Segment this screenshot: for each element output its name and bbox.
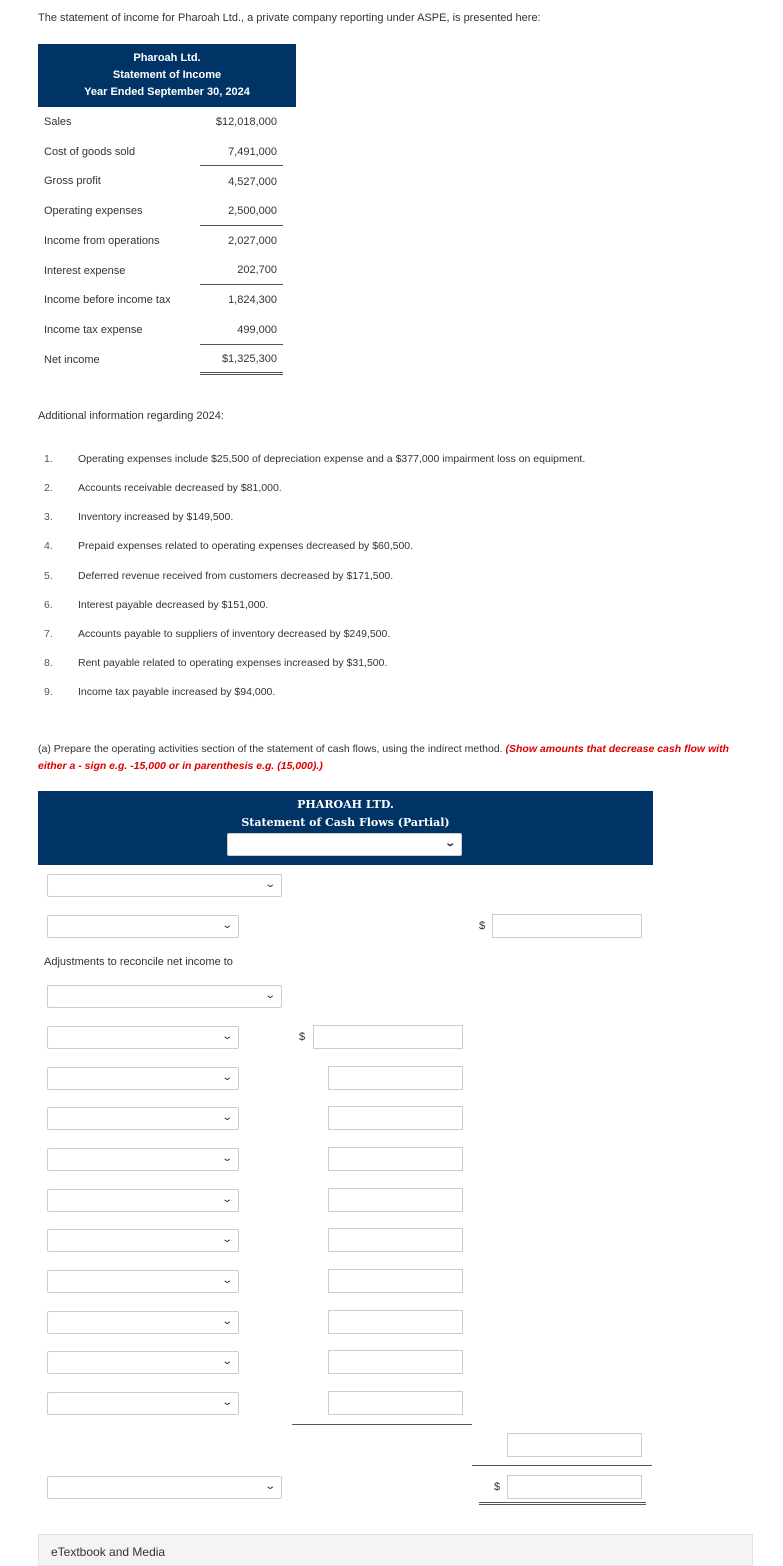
chevron-down-icon: ⌄ [220, 1194, 233, 1205]
chevron-down-icon: ⌄ [263, 1481, 276, 1492]
chevron-down-icon: ⌄ [220, 920, 233, 931]
adjustment-item-dropdown[interactable] [47, 1229, 239, 1252]
adjustment-item-dropdown[interactable] [47, 1148, 239, 1171]
note-number: 3. [44, 511, 53, 523]
double-underline [200, 372, 283, 373]
note-number: 1. [44, 453, 53, 465]
double-underline [479, 1504, 646, 1505]
note-text: Rent payable related to operating expenses increased by $31,500. [78, 657, 388, 669]
adjustment-amount-input[interactable] [328, 1391, 463, 1415]
net-cash-dropdown[interactable] [47, 1476, 282, 1499]
note-text: Interest payable decreased by $151,000. [78, 599, 269, 611]
is-row-label: Income from operations [44, 235, 160, 247]
cash-flow-header [38, 791, 653, 865]
net-income-dropdown[interactable] [47, 915, 239, 938]
is-row-label: Gross profit [44, 175, 101, 187]
note-text: Prepaid expenses related to operating expenses decreased by $60,500. [78, 540, 414, 552]
adjustment-amount-input[interactable] [328, 1350, 463, 1374]
is-row-value: 1,824,300 [228, 294, 277, 306]
is-row-value: $1,325,300 [221, 353, 277, 365]
chevron-down-icon: ⌄ [220, 1112, 233, 1123]
intro-text: The statement of income for Pharoah Ltd., a private company reporting under ASPE, is presented here: [38, 12, 541, 24]
adjustment-item-dropdown[interactable] [47, 1026, 239, 1049]
income-statement-title: Statement of Income [112, 69, 222, 81]
divider [200, 284, 283, 285]
dollar-sign: $ [299, 1031, 306, 1043]
adjustments-label: Adjustments to reconcile net income to [44, 956, 233, 968]
adjustment-amount-input[interactable] [328, 1269, 463, 1293]
is-row-label: Income tax expense [44, 324, 143, 336]
adjustment-item-dropdown[interactable] [47, 1392, 239, 1415]
chevron-down-icon: ⌄ [220, 1397, 233, 1408]
adjustment-item-dropdown[interactable] [47, 1311, 239, 1334]
adjustment-amount-input[interactable] [328, 1147, 463, 1171]
income-statement-header [38, 44, 296, 107]
adjustments-dropdown[interactable] [47, 985, 282, 1008]
note-number: 9. [44, 686, 53, 698]
cash-flow-company: PHAROAH LTD. [297, 798, 394, 811]
divider [200, 165, 283, 166]
chevron-down-icon: ⌄ [220, 1275, 233, 1286]
note-number: 8. [44, 657, 53, 669]
is-row-value: 4,527,000 [228, 176, 277, 188]
is-row-label: Income before income tax [44, 294, 171, 306]
total-adjustments-input[interactable] [507, 1433, 642, 1457]
adjustment-amount-input[interactable] [328, 1106, 463, 1130]
adjustment-amount-input[interactable] [328, 1066, 463, 1090]
is-row-value: 2,500,000 [228, 205, 277, 217]
adjustment-item-dropdown[interactable] [47, 1351, 239, 1374]
chevron-down-icon: ⌄ [220, 1234, 233, 1245]
chevron-down-icon: ⌄ [220, 1072, 233, 1083]
chevron-down-icon: ⌄ [443, 838, 456, 849]
divider [200, 225, 283, 226]
note-text: Deferred revenue received from customers decreased by $171,500. [78, 570, 394, 582]
note-number: 5. [44, 570, 53, 582]
note-number: 2. [44, 482, 53, 494]
is-row-value: 7,491,000 [228, 146, 277, 158]
is-row-label: Interest expense [44, 265, 126, 277]
note-text: Inventory increased by $149,500. [78, 511, 234, 523]
note-text: Accounts receivable decreased by $81,000. [78, 482, 282, 494]
note-number: 7. [44, 628, 53, 640]
income-statement-period: Year Ended September 30, 2024 [84, 86, 250, 98]
is-row-label: Net income [44, 354, 100, 366]
chevron-down-icon: ⌄ [220, 1153, 233, 1164]
question-text: (a) Prepare the operating activities section of the statement of cash flows, using the indirect method. [38, 743, 503, 755]
additional-info-heading: Additional information regarding 2024: [38, 410, 224, 422]
adjustment-item-dropdown[interactable] [47, 1189, 239, 1212]
double-underline [479, 1502, 646, 1503]
question-hint: (Show amounts that decrease cash flow with either a - sign e.g. -15,000 or in parenthesis e.g. (15,000).) [38, 743, 729, 772]
dollar-sign: $ [479, 920, 486, 932]
note-text: Accounts payable to suppliers of inventory decreased by $249,500. [78, 628, 391, 640]
is-row-label: Sales [44, 116, 72, 128]
cash-flow-period-dropdown[interactable] [227, 833, 462, 856]
etextbook-media-panel[interactable]: eTextbook and Media [38, 1534, 753, 1566]
is-row-value: $12,018,000 [215, 116, 277, 128]
adjustment-amount-input[interactable] [328, 1310, 463, 1334]
net-cash-amount-input[interactable] [507, 1475, 642, 1499]
is-row-label: Cost of goods sold [44, 146, 136, 158]
chevron-down-icon: ⌄ [263, 990, 276, 1001]
adjustment-item-dropdown[interactable] [47, 1107, 239, 1130]
total-rule [472, 1465, 652, 1466]
chevron-down-icon: ⌄ [220, 1031, 233, 1042]
adjustment-amount-input[interactable] [313, 1025, 463, 1049]
note-text: Income tax payable increased by $94,000. [78, 686, 276, 698]
note-text: Operating expenses include $25,500 of depreciation expense and a $377,000 impairment loss on equipment. [78, 453, 586, 465]
is-row-value: 2,027,000 [228, 235, 277, 247]
cash-flow-title: Statement of Cash Flows (Partial) [241, 816, 450, 829]
is-row-value: 499,000 [237, 324, 277, 336]
double-underline [200, 374, 283, 375]
divider [200, 344, 283, 345]
note-number: 6. [44, 599, 53, 611]
chevron-down-icon: ⌄ [220, 1316, 233, 1327]
is-row-label: Operating expenses [44, 205, 143, 217]
chevron-down-icon: ⌄ [220, 1356, 233, 1367]
chevron-down-icon: ⌄ [263, 879, 276, 890]
income-statement-company: Pharoah Ltd. [133, 52, 201, 64]
subtotal-rule [292, 1424, 472, 1425]
dollar-sign: $ [494, 1481, 501, 1493]
is-row-value: 202,700 [237, 264, 277, 276]
adjustment-item-dropdown[interactable] [47, 1270, 239, 1293]
adjustment-amount-input[interactable] [328, 1228, 463, 1252]
note-number: 4. [44, 540, 53, 552]
net-income-amount-input[interactable] [492, 914, 642, 938]
question-prompt [38, 741, 753, 775]
adjustment-item-dropdown[interactable] [47, 1067, 239, 1090]
adjustment-amount-input[interactable] [328, 1188, 463, 1212]
section-heading-dropdown[interactable] [47, 874, 282, 897]
